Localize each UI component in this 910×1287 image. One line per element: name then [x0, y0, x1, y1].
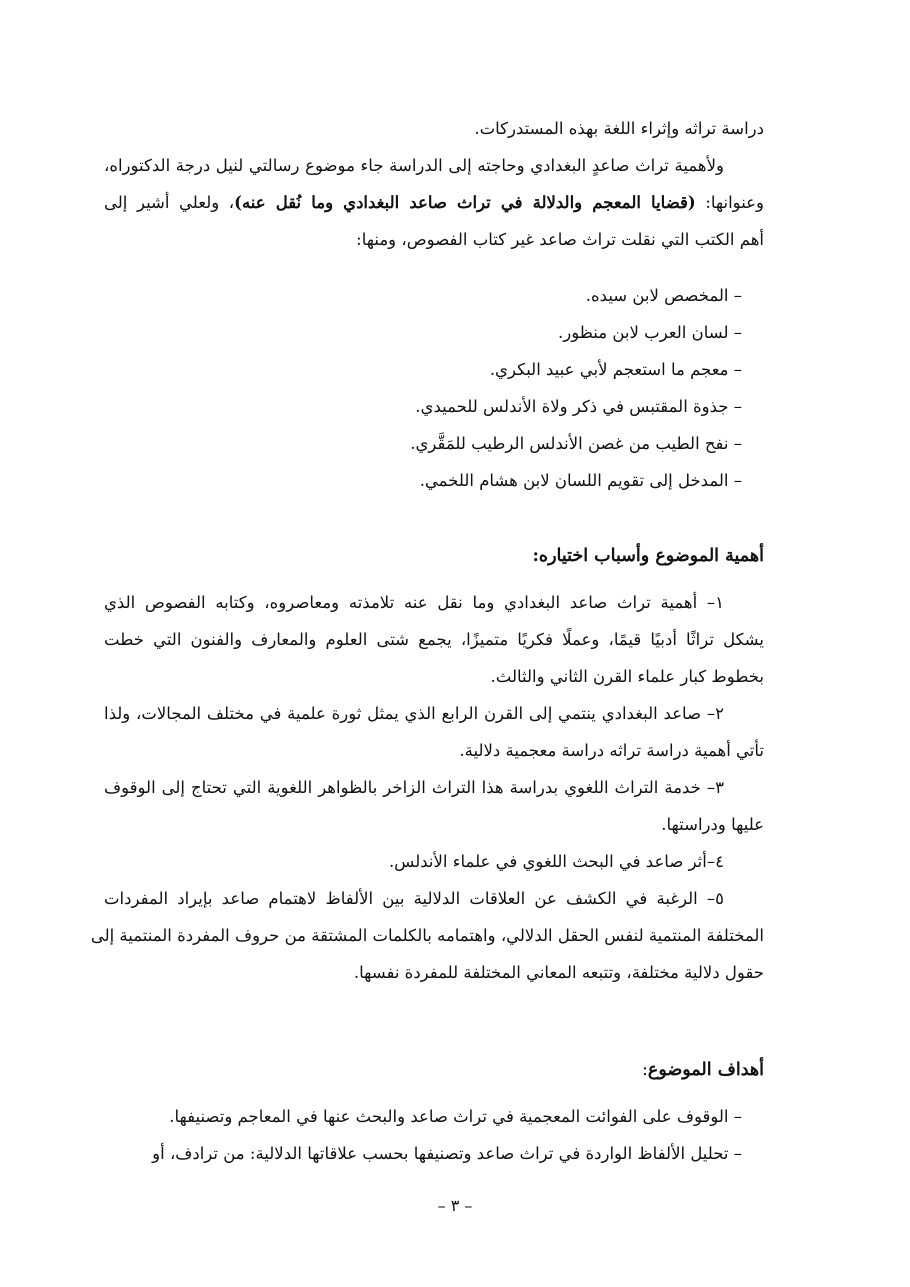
importance-item-1-line-3: بخطوط كبار علماء القرن الثاني والثالث.: [490, 667, 764, 686]
intro-line-3-suffix: ، ولعلي أشير إلى: [104, 193, 235, 212]
importance-list: [90, 584, 764, 991]
importance-heading: أهمية الموضوع وأسباب اختياره:: [532, 546, 764, 566]
importance-item-2-line-2: تأتي أهمية دراسة تراثه دراسة معجمية دلالية.: [459, 741, 764, 760]
list-item: – المدخل إلى تقويم اللسان لابن هشام اللخمي.: [419, 471, 742, 490]
page-number: – ٣ –: [437, 1196, 473, 1215]
list-item: – معجم ما استعجم لأبي عبيد البكري.: [489, 360, 742, 379]
intro-line-3-prefix: وعنوانها:: [695, 193, 764, 212]
importance-item-4-line-1: ٤–أثر صاعد في البحث اللغوي في علماء الأندلس.: [388, 852, 724, 871]
importance-item-3-line-1: ٣– خدمة التراث اللغوي بدراسة هذا التراث الزاخر بالظواهر اللغوية التي تحتاج إلى الوقوف: [104, 778, 724, 797]
objectives-list: [104, 1098, 764, 1172]
importance-item-5-line-1: ٥– الرغبة في الكشف عن العلاقات الدلالية بين الألفاظ لاهتمام صاعد بإيراد المفردات: [104, 889, 724, 908]
books-list: [104, 277, 764, 499]
intro-line-4: أهم الكتب التي نقلت تراث صاعد غير كتاب الفصوص، ومنها:: [356, 230, 764, 249]
list-item: – نفح الطيب من غصن الأندلس الرطيب للمَقَّري.: [410, 434, 742, 453]
intro-paragraph: [104, 110, 764, 258]
list-item: – جذوة المقتبس في ذكر ولاة الأندلس للحميدي.: [415, 397, 742, 416]
list-item: – المخصص لابن سيده.: [585, 286, 742, 305]
intro-line-1: دراسة تراثه وإثراء اللغة بهذه المستدركات.: [474, 119, 764, 138]
objectives-heading-colon: :: [642, 1060, 648, 1080]
importance-item-1-line-2: يشكل تراثًا أدبيًا قيمًا، وعملًا فكريًا متميزًا، يجمع شتى العلوم والمعارف والفنون التي خطت: [104, 630, 764, 649]
list-item: – لسان العرب لابن منظور.: [558, 323, 742, 342]
thesis-title: (قضايا المعجم والدلالة في تراث صاعد البغدادي وما نُقل عنه): [234, 193, 696, 212]
importance-item-1-line-1: ١– أهمية تراث صاعد البغدادي وما نقل عنه تلامذته ومعاصروه، وكتابه الفصوص الذي: [104, 593, 724, 612]
intro-line-2: ولأهمية تراث صاعدٍ البغدادي وحاجته إلى الدراسة جاء موضوع رسالتي لنيل درجة الدكتوراه،: [104, 156, 724, 175]
intro-line-3: [104, 184, 764, 221]
objectives-heading-text: أهداف الموضوع: [647, 1060, 764, 1080]
objectives-heading: [642, 1060, 764, 1080]
importance-item-3-line-2: عليها ودراستها.: [661, 815, 764, 834]
importance-item-5-line-3: حقول دلالية مختلفة، وتتبعه المعاني المختلفة للمفردة نفسها.: [353, 963, 764, 982]
importance-item-5-line-2: المختلفة المنتمية لنفس الحقل الدلالي، واهتمامه بالكلمات المشتقة من حروف المفردة المنتمية إلى: [90, 926, 764, 945]
list-item: – الوقوف على الفوائت المعجمية في تراث صاعد والبحث عنها في المعاجم وتصنيفها.: [169, 1107, 742, 1126]
importance-item-2-line-1: ٢– صاعد البغدادي ينتمي إلى القرن الرابع الذي يمثل ثورة علمية في مختلف المجالات، ولذا: [104, 704, 724, 723]
list-item: – تحليل الألفاظ الواردة في تراث صاعد وتصنيفها بحسب علاقاتها الدلالية: من ترادف، أو: [152, 1144, 742, 1163]
